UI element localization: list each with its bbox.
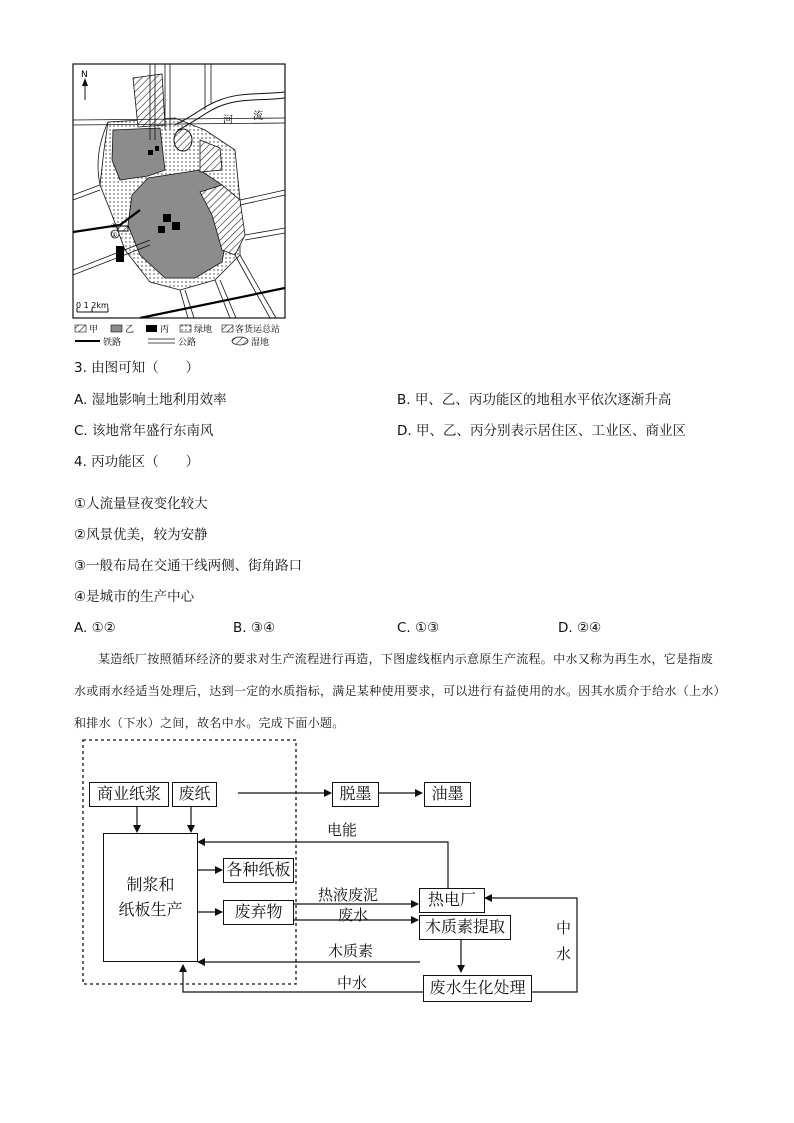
q3-option-d[interactable]: D. 甲、乙、丙分别表示居住区、工业区、商业区 [397,423,686,439]
box-biochem-treatment: 废水生化处理 [423,975,532,1002]
district-bing-2 [155,146,159,151]
box-power-plant: 热电厂 [419,888,485,913]
q3-option-a[interactable]: A. 湿地影响土地利用效率 [74,392,227,408]
district-yi-north [112,128,165,180]
label-lignin: 木质素 [328,942,374,960]
legend-bing: 丙 [160,325,170,335]
q4-stem: 4. 丙功能区（ ） [74,454,200,470]
scale-label: 0 1 2km [76,301,109,310]
legend-jia: 甲 [89,325,99,335]
legend-wetland: 湿地 [251,338,270,348]
q4-statement-2: ②风景优美，较为安静 [74,527,208,543]
pulping-line-2: 纸板生产 [118,900,183,919]
label-hot-sludge: 热液废泥 [318,886,379,904]
label-electricity: 电能 [327,821,358,839]
city-map [0,0,794,360]
q4-option-c[interactable]: C. ①③ [397,620,440,636]
legend-station: 客货运总站 [235,325,281,335]
marker-label-1: ① [111,231,118,239]
label-reclaimed-water: 中水 [337,974,368,992]
box-pulping-production [103,833,198,962]
passage-text: 某造纸厂按照循环经济的要求对生产流程进行再造，下图虚线框内示意原生产流程。中水又称为再生水，它是指废水或雨水经适当处理后，达到一定的水质指标，满足某种使用要求，可以进行有益使用的水。因其水质介于给水（上水）和排水（下水）之间，故名中水。完成下面小题。 [74,652,720,730]
freight-station [118,226,128,231]
legend-yi: 乙 [125,325,135,335]
river-label-1: 河 [223,115,233,126]
legend-road: 公路 [178,338,197,348]
box-waste: 废弃物 [223,900,294,925]
label-reclaimed-v1: 中 [556,919,572,937]
district-bing-1 [148,150,153,155]
box-ink: 油墨 [424,782,471,807]
box-lignin-extraction: 木质素提取 [419,915,511,940]
wetland [174,129,192,151]
q3-option-b[interactable]: B. 甲、乙、丙功能区的地租水平依次逐渐升高 [397,392,672,408]
q4-option-b[interactable]: B. ③④ [233,620,276,636]
box-commercial-pulp: 商业纸浆 [89,782,169,807]
legend-railway: 铁路 [103,338,122,348]
river-label-2: 流 [253,111,263,122]
q3-option-c[interactable]: C. 该地常年盛行东南风 [74,423,214,439]
q4-statement-1: ①人流量昼夜变化较大 [74,496,208,512]
q4-option-a[interactable]: A. ①② [74,620,116,636]
q4-statement-4: ④是城市的生产中心 [74,589,195,605]
box-deinking: 脱墨 [332,782,379,807]
district-bing-6 [116,246,124,262]
label-reclaimed-v2: 水 [556,945,572,963]
label-waste-water: 废水 [338,906,369,924]
q4-option-d[interactable]: D. ②④ [558,620,602,636]
district-bing-5 [158,226,165,233]
pulping-line-1: 制浆和 [126,875,175,894]
legend-green: 绿地 [194,325,213,335]
marker-label-2: ② [111,222,118,230]
q4-statement-3: ③一般布局在交通干线两侧、街角路口 [74,558,303,574]
box-waste-paper: 废纸 [172,782,217,807]
original-process-frame [83,740,296,984]
district-bing-3 [163,214,171,222]
box-paperboards: 各种纸板 [223,858,294,883]
district-bing-4 [172,222,180,230]
q3-stem: 3. 由图可知（ ） [74,360,200,376]
north-label: N [81,70,88,80]
